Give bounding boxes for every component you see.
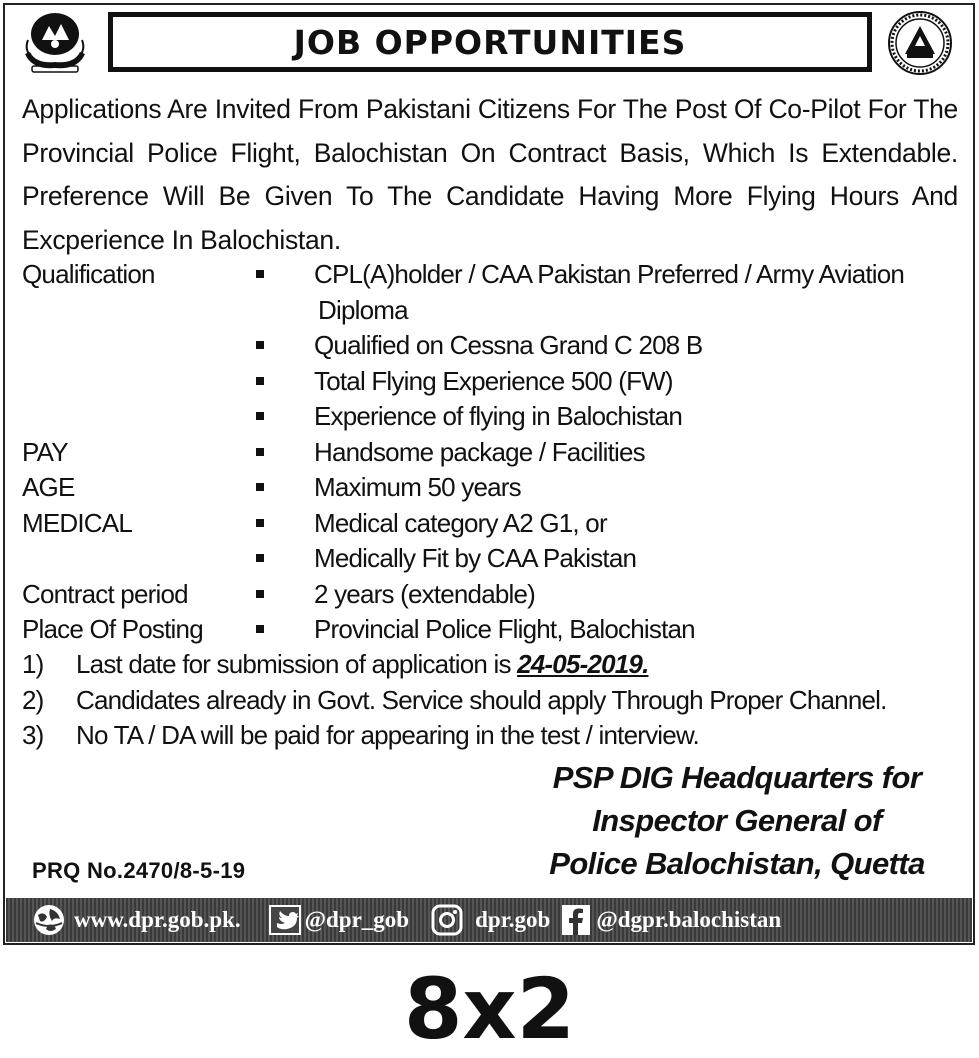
detail-value: Qualified on Cessna Grand C 208 B [314, 330, 703, 360]
note-item [22, 718, 962, 754]
detail-label: Contract period [22, 578, 188, 609]
note-text: Candidates already in Govt. Service should apply Through Proper Channel. [76, 684, 887, 715]
bullet-icon [256, 341, 264, 349]
website-link[interactable]: www.dpr.gob.pk. [74, 907, 241, 932]
ad-size-label: 8x2 [403, 960, 576, 1058]
note-item [22, 683, 962, 719]
detail-row [22, 470, 962, 506]
twitter-handle[interactable]: @dpr_gob [304, 907, 410, 932]
bullet-icon [256, 519, 264, 527]
detail-row [22, 328, 962, 364]
globe-icon [32, 903, 66, 937]
detail-row [22, 612, 962, 648]
note-text: Last date for submission of application is 24-05-2019. [76, 649, 649, 679]
bullet-icon [256, 554, 264, 562]
job-details-list [22, 257, 962, 648]
notes-list [22, 647, 962, 754]
detail-label: MEDICAL [22, 507, 132, 538]
prq-number: PRQ No.2470/8-5-19 [32, 858, 246, 883]
title-banner [108, 12, 872, 72]
detail-value: Handsome package / Facilities [314, 436, 645, 467]
intro-paragraph: Applications Are Invited From Pakistani Citizens For The Post Of Co-Pilot For The Provincial Police Flight, Balochistan On Contract Basis, Which Is Extendable. Preference Will Be Given To The Candidate Having More Flying Hours And Excperience In Balochistan. [22, 94, 958, 255]
detail-label: Qualification [22, 259, 155, 289]
twitter-icon [269, 905, 301, 935]
detail-row [22, 577, 962, 613]
detail-value: Total Flying Experience 500 (FW) [314, 365, 673, 396]
balochistan-government-emblem-icon [20, 10, 90, 76]
footer-bar [6, 898, 972, 942]
detail-value: Medically Fit by CAA Pakistan [314, 543, 637, 573]
detail-value: CPL(A)holder / CAA Pakistan Preferred / Army Aviation Diploma [314, 259, 905, 325]
detail-label: Place Of Posting [22, 614, 203, 644]
detail-value: Maximum 50 years [314, 472, 521, 502]
balochistan-police-emblem-icon [885, 10, 955, 76]
detail-label: AGE [22, 472, 75, 502]
detail-row [22, 364, 962, 400]
detail-value: Experience of flying in Balochistan [314, 401, 683, 431]
signature-line: PSP DIG Headquarters for [552, 760, 922, 795]
detail-row [22, 506, 962, 542]
detail-value: 2 years (extendable) [314, 578, 536, 609]
detail-row [22, 399, 962, 435]
facebook-icon [562, 905, 590, 935]
note-number: 1) [22, 649, 44, 679]
bullet-icon [256, 590, 264, 598]
signature-line: Inspector General of [592, 803, 882, 838]
bullet-icon [256, 412, 264, 420]
signature-line: Police Balochistan, Quetta [549, 846, 925, 881]
detail-row [22, 541, 962, 577]
detail-row [22, 435, 962, 471]
detail-value: Provincial Police Flight, Balochistan [314, 614, 695, 644]
detail-value: Medical category A2 G1, or [314, 507, 607, 538]
page-title: JOB OPPORTUNITIES [293, 22, 687, 62]
detail-label: PAY [22, 436, 68, 467]
bullet-icon [256, 448, 264, 456]
detail-row [22, 257, 962, 328]
signature-block [520, 756, 954, 885]
note-item [22, 647, 962, 683]
bullet-icon [256, 377, 264, 385]
last-date: 24-05-2019. [517, 649, 649, 679]
instagram-icon [431, 904, 463, 936]
note-number: 2) [22, 684, 44, 715]
note-text: No TA / DA will be paid for appearing in the test / interview. [76, 720, 699, 750]
instagram-handle[interactable]: dpr.gob [475, 907, 551, 932]
facebook-handle[interactable]: @dgpr.balochistan [596, 907, 782, 932]
bullet-icon [256, 483, 264, 491]
note-number: 3) [22, 720, 44, 750]
bullet-icon [256, 625, 264, 633]
bullet-icon [256, 270, 264, 278]
detail-value-continuation: Diploma [318, 294, 408, 325]
